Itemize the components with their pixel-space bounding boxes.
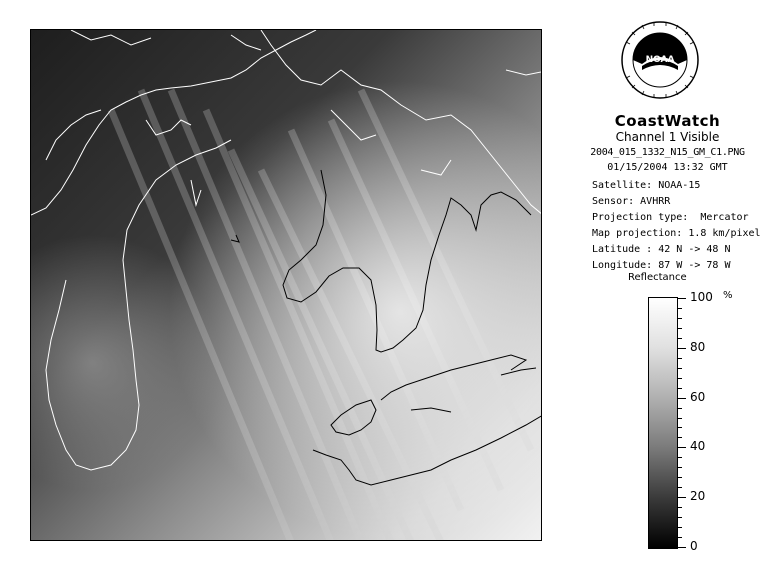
major-tick — [678, 547, 686, 548]
satellite-image — [30, 29, 542, 541]
tick-label: 100 — [690, 290, 713, 304]
minor-tick — [678, 517, 682, 518]
minor-tick — [678, 408, 682, 409]
tick-label: 60 — [690, 390, 706, 404]
minor-tick — [678, 527, 682, 528]
minor-tick — [678, 308, 682, 309]
tick-label: 0 — [690, 539, 698, 553]
logo-center-text: NOAA — [645, 55, 675, 65]
minor-tick — [678, 457, 682, 458]
minor-tick — [678, 338, 682, 339]
minor-tick — [678, 507, 682, 508]
major-tick — [678, 298, 686, 299]
tick-label: 40 — [690, 439, 706, 453]
major-tick — [678, 447, 686, 448]
minor-tick — [678, 368, 682, 369]
cloud-lake-region — [31, 30, 542, 541]
file-name: 2004_015_1332_N15_GM_C1.PNG — [590, 147, 745, 158]
minor-tick — [678, 537, 682, 538]
major-tick — [678, 398, 686, 399]
minor-tick — [678, 487, 682, 488]
brand-title: CoastWatch — [614, 112, 721, 130]
projection-type-label: Projection type: Mercator — [592, 212, 749, 223]
minor-tick — [678, 427, 682, 428]
scale-title: Reflectance — [628, 272, 687, 283]
reflectance-colorbar — [648, 297, 678, 549]
minor-tick — [678, 467, 682, 468]
minor-tick — [678, 358, 682, 359]
noaa-logo — [620, 20, 700, 100]
acquisition-datetime: 01/15/2004 13:32 GMT — [607, 162, 728, 173]
sensor-label: Sensor: AVHRR — [592, 196, 671, 207]
major-tick — [678, 497, 686, 498]
latitude-label: Latitude : 42 N -> 48 N — [592, 244, 731, 255]
tick-label: 80 — [690, 340, 706, 354]
scale-unit: % — [723, 290, 733, 301]
minor-tick — [678, 328, 682, 329]
tick-label: 20 — [690, 489, 706, 503]
minor-tick — [678, 477, 682, 478]
satellite-label: Satellite: NOAA-15 — [592, 180, 701, 191]
minor-tick — [678, 378, 682, 379]
major-tick — [678, 348, 686, 349]
minor-tick — [678, 318, 682, 319]
minor-tick — [678, 418, 682, 419]
minor-tick — [678, 437, 682, 438]
minor-tick — [678, 388, 682, 389]
channel-label: Channel 1 Visible — [615, 130, 720, 144]
longitude-label: Longitude: 87 W -> 78 W — [592, 260, 731, 271]
map-projection-label: Map projection: 1.8 km/pixel — [592, 228, 761, 239]
